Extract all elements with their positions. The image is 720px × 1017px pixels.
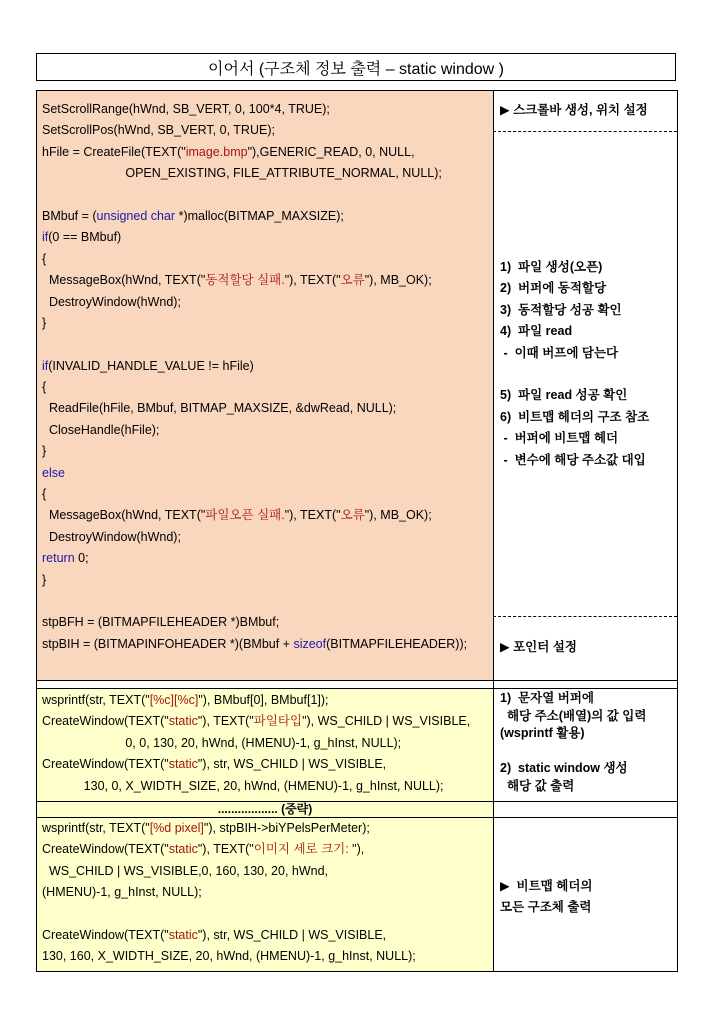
code-line: stpBFH = (BITMAPFILEHEADER *)BMbuf; xyxy=(42,615,280,630)
code-line: if(INVALID_HANDLE_VALUE != hFile) xyxy=(42,358,254,373)
code-line: } xyxy=(42,444,47,459)
code-line: MessageBox(hWnd, TEXT("파일오픈 실패."), TEXT("오류"), MB_OK); xyxy=(42,508,432,523)
content-table xyxy=(36,90,678,972)
omitted-label: .................. (중략) xyxy=(37,801,493,818)
note-line: 6) 비트맵 헤더의 구조 참조 xyxy=(500,409,650,424)
note-line: 2) static window 생성 xyxy=(500,761,628,775)
note-line: 5) 파일 read 성공 확인 xyxy=(500,388,628,403)
code-line: BMbuf = (unsigned char *)malloc(BITMAP_MAXSIZE); xyxy=(42,208,344,223)
code-line: CreateWindow(TEXT("static"), str, WS_CHILD | WS_VISIBLE, xyxy=(42,927,387,942)
code-lines xyxy=(37,818,493,968)
code-line: CreateWindow(TEXT("static"), str, WS_CHILD | WS_VISIBLE, xyxy=(42,757,387,772)
note-line: 해당 값 출력 xyxy=(500,778,575,793)
code-line: WS_CHILD | WS_VISIBLE,0, 160, 130, 20, hWnd, xyxy=(42,863,329,878)
code-block-file-type xyxy=(37,689,493,801)
code-line xyxy=(42,185,493,206)
code-line: } xyxy=(42,572,47,587)
code-line: (HMENU)-1, g_hInst, NULL); xyxy=(42,885,202,900)
note-line xyxy=(500,364,649,385)
code-line xyxy=(42,904,493,925)
code-line: SetScrollRange(hWnd, SB_VERT, 0, 100*4, TRUE); xyxy=(42,102,330,116)
note-line: - 변수에 해당 주소값 대입 xyxy=(500,452,646,467)
code-line: { xyxy=(42,380,47,395)
note-line: 해당 주소(배열)의 값 입력 xyxy=(500,708,647,723)
note-line: 모든 구조체 출력 xyxy=(500,900,592,915)
code-line: stpBIH = (BITMAPINFOHEADER *)(BMbuf + sizeof(BITMAPFILEHEADER)); xyxy=(42,636,468,651)
note-pointer: ▶ 포인터 설정 xyxy=(500,640,577,654)
note-line: - 버퍼에 비트맵 헤더 xyxy=(500,431,619,446)
code-line xyxy=(42,591,493,612)
code-line: CloseHandle(hFile); xyxy=(42,422,160,437)
notes-file-type xyxy=(493,689,677,801)
code-line: 0, 0, 130, 20, hWnd, (HMENU)-1, g_hInst, NULL); xyxy=(42,735,402,750)
note-scrollbar: ▶ 스크롤바 생성, 위치 설정 xyxy=(500,103,648,117)
code-line: } xyxy=(42,315,47,330)
code-line: else xyxy=(42,465,65,480)
code-line: DestroyWindow(hWnd); xyxy=(42,529,181,544)
code-line xyxy=(42,334,493,355)
code-lines xyxy=(37,689,493,797)
code-block-file-load xyxy=(37,91,493,680)
code-line: 130, 0, X_WIDTH_SIZE, 20, hWnd, (HMENU)-1, g_hInst, NULL); xyxy=(42,778,444,793)
code-line: hFile = CreateFile(TEXT("image.bmp"),GENERIC_READ, 0, NULL, xyxy=(42,144,415,159)
note-line: 4) 파일 read xyxy=(500,324,573,339)
code-line: return 0; xyxy=(42,551,89,566)
notes-image-height xyxy=(493,818,677,971)
code-line: MessageBox(hWnd, TEXT("동적할당 실패."), TEXT("오류"), MB_OK); xyxy=(42,273,432,288)
code-line: 130, 160, X_WIDTH_SIZE, 20, hWnd, (HMENU)-1, g_hInst, NULL); xyxy=(42,949,416,964)
note-line: 1) 파일 생성(오픈) xyxy=(500,260,603,274)
note-line xyxy=(500,743,677,761)
note-line: - 이때 버프에 담는다 xyxy=(500,345,619,360)
code-line: wsprintf(str, TEXT("[%c][%c]"), BMbuf[0], BMbuf[1]); xyxy=(42,693,329,707)
code-line: SetScrollPos(hWnd, SB_VERT, 0, TRUE); xyxy=(42,123,275,138)
code-line: if(0 == BMbuf) xyxy=(42,230,122,245)
code-line: DestroyWindow(hWnd); xyxy=(42,294,181,309)
code-line: { xyxy=(42,487,47,502)
notes-steps xyxy=(493,257,649,471)
code-line: CreateWindow(TEXT("static"), TEXT("파일타입"), WS_CHILD | WS_VISIBLE, xyxy=(42,714,471,729)
code-lines xyxy=(37,91,493,655)
note-line: 2) 버퍼에 동적할당 xyxy=(500,281,607,296)
note-line: 1) 문자열 버퍼에 xyxy=(500,691,594,705)
code-line: OPEN_EXISTING, FILE_ATTRIBUTE_NORMAL, NULL); xyxy=(42,166,442,181)
notes-static-window xyxy=(493,689,677,795)
code-line: { xyxy=(42,251,47,266)
code-line: ReadFile(hFile, BMbuf, BITMAP_MAXSIZE, &dwRead, NULL); xyxy=(42,401,397,416)
code-line: wsprintf(str, TEXT("[%d pixel]"), stpBIH->biYPelsPerMeter); xyxy=(42,821,370,835)
page-title: 이어서 (구조체 정보 출력 – static window ) xyxy=(36,53,676,81)
code-block-image-height xyxy=(37,818,493,971)
note-line: 3) 동적할당 성공 확인 xyxy=(500,302,622,317)
code-line: CreateWindow(TEXT("static"), TEXT("이미지 세로 크기: "), xyxy=(42,842,365,857)
notes-output-all xyxy=(493,876,592,919)
notes-file-load xyxy=(493,91,677,680)
note-line: (wsprintf 활용) xyxy=(500,726,585,740)
section-separator xyxy=(37,680,677,689)
note-line: ▶ 비트맵 헤더의 xyxy=(500,879,593,893)
